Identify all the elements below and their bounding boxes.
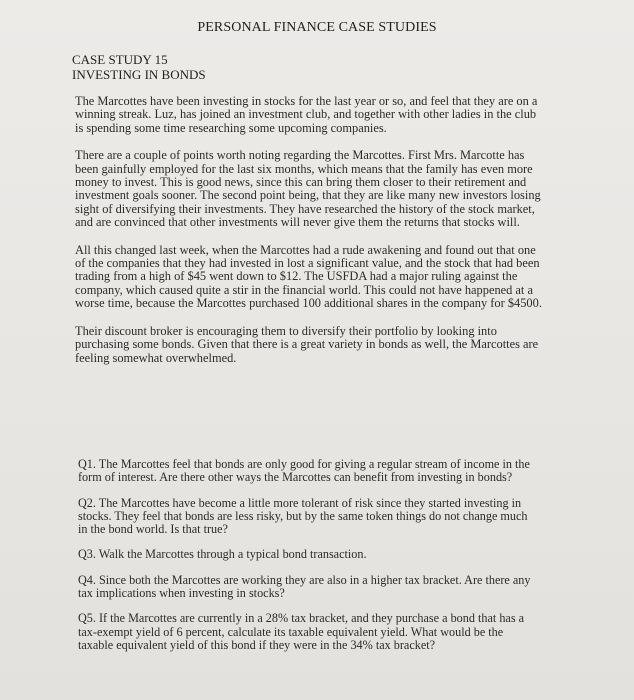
page-title: PERSONAL FINANCE CASE STUDIES (197, 20, 437, 35)
case-number: CASE STUDY 15 (72, 52, 168, 67)
case-title: INVESTING IN BONDS (72, 67, 206, 82)
question-item: Q5. If the Marcottes are currently in a 28% tax bracket, and they purchase a bond that has a tax-exempt yield of 6 percent, calculate its taxable equivalent yield. What would be the taxable equivalent yield of this bond if they were in the 34% tax bracket? (78, 611, 525, 652)
question-item: Q2. The Marcottes have become a little more tolerant of risk since they started investing in stocks. They feel that bonds are less risky, but by the same token things do not change much in the bond world. Is that true? (78, 495, 528, 537)
paragraph: All this changed last week, when the Marcottes had a rude awakening and found out that one of the companies that they had invested in lost a significant value, and the stock that had been trading from a high of $45 went down to $12. The USFDA had a major ruling against the company, which caused quite a stir in the financial world. This could not have happened at a worse time, because the Marcottes purchased 100 additional shares in the company for $4500. (75, 242, 542, 311)
case-body (75, 95, 545, 379)
question-list (78, 458, 540, 664)
paragraph: The Marcottes have been investing in stocks for the last year or so, and feel that they are on a winning streak. Luz, has joined an investment club, and together with other ladies in the club is spending some time researching some upcoming companies. (75, 94, 538, 135)
question-item: Q3. Walk the Marcottes through a typical bond transaction. (78, 547, 367, 562)
paragraph: Their discount broker is encouraging them to diversify their portfolio by looking into purchasing some bonds. Given that there is a great variety in bonds as well, the Marcottes are feeling somewhat overwhelmed. (75, 323, 539, 365)
question-item: Q1. The Marcottes feel that bonds are only good for giving a regular stream of income in the form of interest. Are there other ways the Marcottes can benefit from investing in bonds? (78, 457, 530, 485)
question-item: Q4. Since both the Marcottes are working they are also in a higher tax bracket. Are there any tax implications when investing in stocks? (78, 572, 531, 601)
paragraph: There are a couple of points worth noting regarding the Marcottes. First Mrs. Marcotte has been gainfully employed for the last six months, which means that the family has even more money to invest. This is good news, since this can bring them closer to their retirement and investment goals sooner. The second point being, that they are like many new investors losing sight of diversifying their investments. They have researched the history of the stock market, and are convinced that other investments will never give them the returns that stocks will. (75, 148, 541, 230)
case-heading (72, 52, 206, 82)
